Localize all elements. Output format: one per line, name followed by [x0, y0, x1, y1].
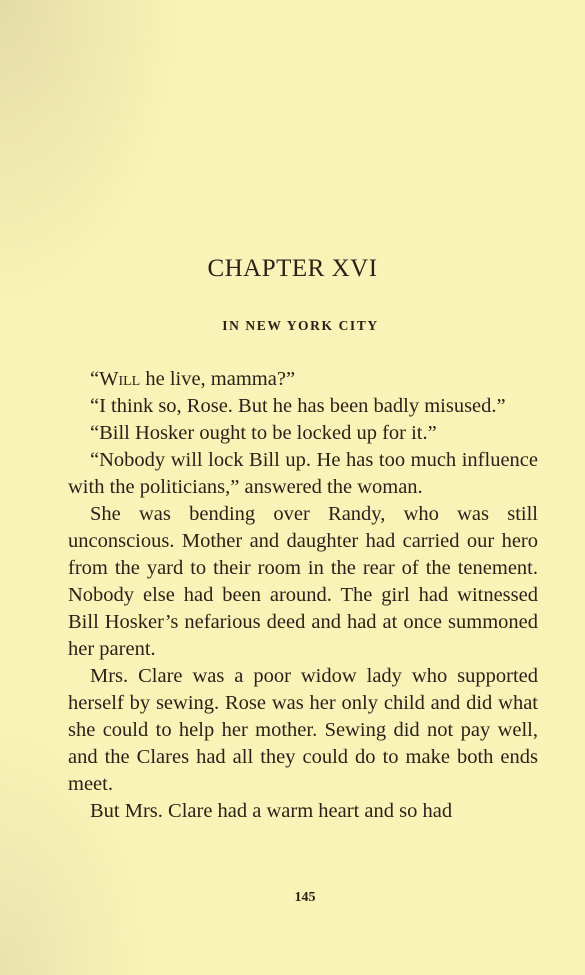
paragraph: “Nobody will lock Bill up. He has too much influence with the politicians,” answered the woman. — [68, 449, 538, 498]
paragraph: She was bending over Randy, who was still unconscious. Mother and daughter had carried our hero from the yard to their room in the rear of the tenement. Nobody else had been around. The girl had witnessed Bill Hosker’s nefarious deed and had at once summoned her parent. — [68, 503, 538, 660]
chapter-subtitle: IN NEW YORK CITY — [222, 318, 379, 333]
paragraph: Mrs. Clare was a poor widow lady who supported herself by sewing. Rose was her only child and did what she could to help her mother. Sewing did not pay well, and the Clares had all they could do to make both ends meet. — [68, 665, 538, 795]
paragraph: “I think so, Rose. But he has been badly misused.” — [90, 395, 506, 417]
paragraph — [68, 366, 538, 393]
page-number: 145 — [294, 890, 316, 905]
paragraph-lead: “Will — [90, 368, 141, 390]
paragraph-text: he live, mamma?” — [140, 368, 296, 390]
body-text — [68, 366, 538, 825]
paragraph: “Bill Hosker ought to be locked up for it.” — [90, 422, 437, 444]
chapter-title: CHAPTER XVI — [207, 255, 378, 282]
paragraph: But Mrs. Clare had a warm heart and so had — [90, 800, 453, 822]
